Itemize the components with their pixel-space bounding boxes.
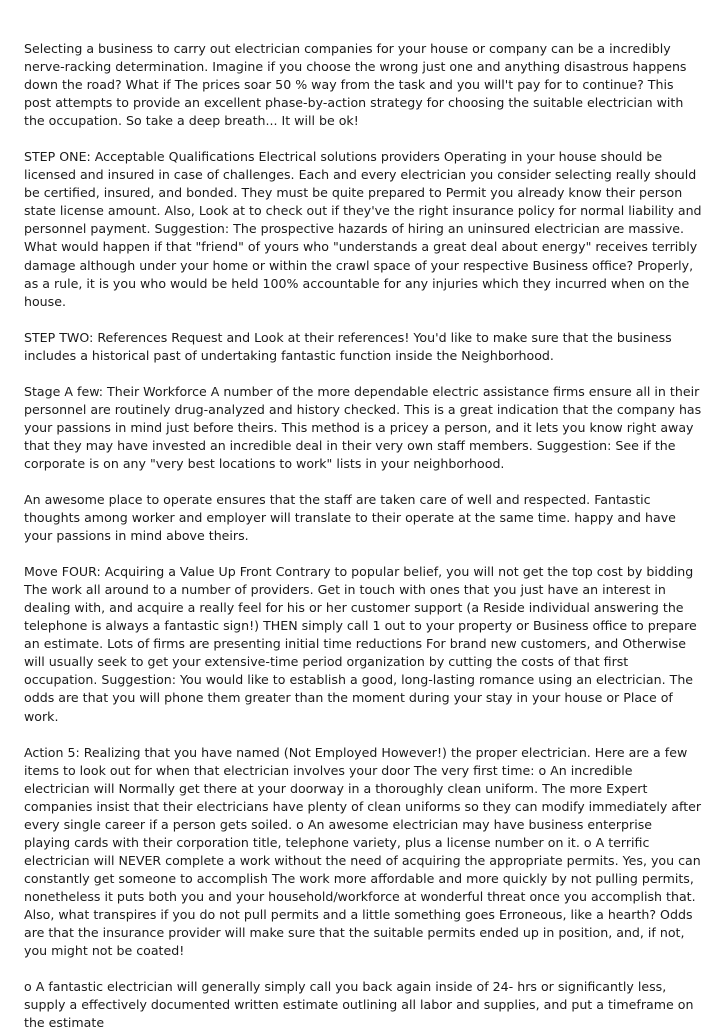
step-five-paragraph: Action 5: Realizing that you have named (Not Employed However!) the proper electrician. Here are a few items to look out for when that electrician involves your door The very first time: o An incredible electrician will Normally get there at your doorway in a thoroughly clean uniform. The more Expert companies insist that their electricians have plenty of clean uniforms so they can modify immediately after every single career if a person gets soiled. o An awesome electrician may have business enterprise playing cards with their corporation title, telephone variety, plus a license number on it. o A terrific electrician will NEVER complete a work without the need of acquiring the appropriate permits. Yes, you can constantly get someone to accomplish The work more affordable and more quickly by not pulling permits, nonetheless it puts both you and your household/workforce at wonderful threat once you accomplish that. Also, what transpires if you do not pull permits and a little something goes Erroneous, like a hearth? Odds are that the insurance provider will make sure that the suitable permits ended up in position, and, if not, you might not be coated! bbox=[24, 744, 702, 959]
workplace-paragraph: An awesome place to operate ensures that the staff are taken care of well and respected. Fantastic thoughts among worker and employer will translate to their operate at the same time. happy and have your passions in mind above theirs. bbox=[24, 491, 676, 544]
callback-paragraph: o A fantastic electrician will generally simply call you back again inside of 24- hrs or significantly less, supply a effectively documented written estimate outlining all labor and supplies, and put a timeframe on the estimate bbox=[24, 979, 694, 1031]
intro-paragraph: Selecting a business to carry out electrician companies for your house or company can be a incredibly nerve-racking determination. Imagine if you choose the wrong just one and anything disastrous happens down the road? What if The prices soar 50 % way from the task and you will't pay for to continue? This post attempts to provide an excellent phase-by-action strategy for choosing the suitable electrician with the occupation. So take a deep breath... It will be ok! bbox=[24, 41, 687, 129]
step-four-paragraph: Move FOUR: Acquiring a Value Up Front Contrary to popular belief, you will not get the top cost by bidding The work all around to a number of providers. Get in touch with ones that you just have an interest in dealing with, and acquire a really feel for his or her customer support (a Reside individual answering the telephone is always a fantastic sign!) THEN simply call 1 out to your property or Business office to prepare an estimate. Lots of firms are presenting initial time reductions For brand new customers, and Otherwise will usually seek to get your extensive-time period organization by cutting the costs of that first occupation. Suggestion: You would like to establish a good, long-lasting romance using an electrician. The odds are that you will phone them greater than the moment during your stay in your house or Place of work. bbox=[24, 564, 697, 724]
step-two-paragraph: STEP TWO: References Request and Look at their references! You'd like to make sure that the business includes a historical past of undertaking fantastic function inside the Neighborhood. bbox=[24, 329, 672, 363]
step-one-paragraph: STEP ONE: Acceptable Qualifications Electrical solutions providers Operating in your house should be licensed and insured in case of challenges. Each and every electrician you consider selecting really should be certified, insured, and bonded. They must be quite prepared to Permit you already know their person state license amount. Also, Look at to check out if they've the right insurance policy for normal liability and personnel payment. Suggestion: The prospective hazards of hiring an uninsured electrician are massive. What would happen if that "friend" of yours who "understands a great deal about energy" receives terribly damage although under your home or within the crawl space of your respective Business office? Properly, as a rule, it is you who would be held 100% accountable for any injuries which they incurred when on the house. bbox=[24, 149, 702, 309]
stage-three-paragraph: Stage A few: Their Workforce A number of the more dependable electric assistance firms ensure all in their personnel are routinely drug-analyzed and history checked. This is a great indication that the company has your passions in mind just before theirs. This method is a pricey a person, and it lets you know right away that they may have invested an incredible deal in their very own staff members. Suggestion: See if the corporate is on any "very best locations to work" lists in your neighborhood. bbox=[24, 383, 702, 471]
